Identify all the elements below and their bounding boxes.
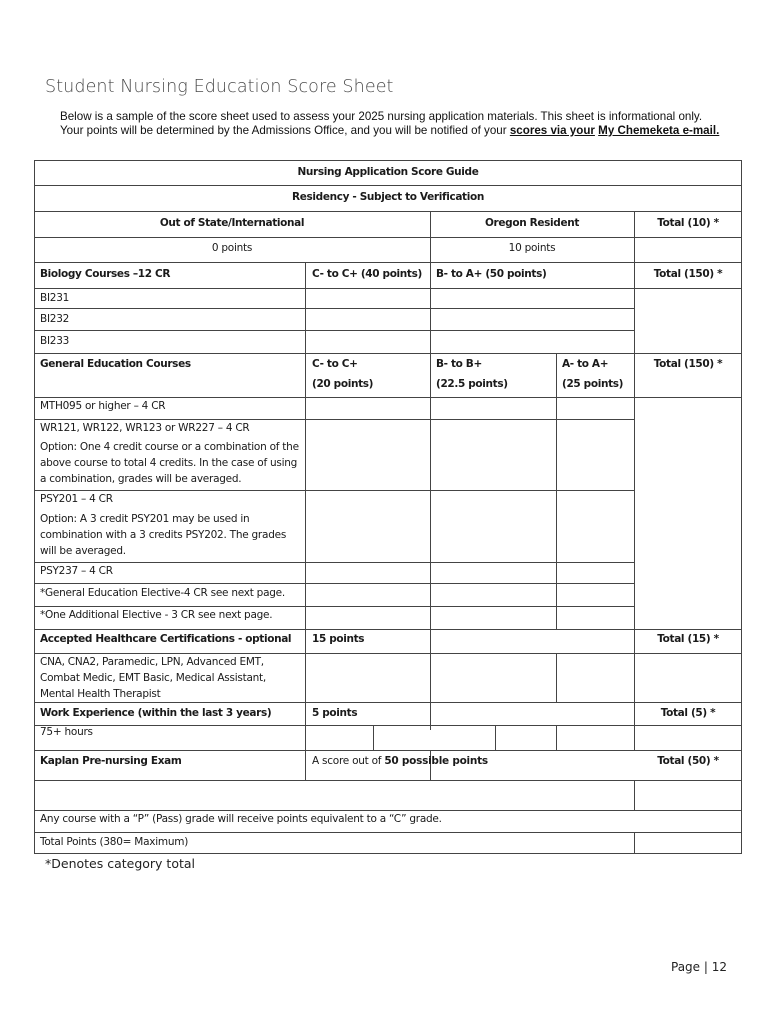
residency-heading: Residency - Subject to Verification: [292, 191, 484, 203]
gened-col-a-points: (25 points): [562, 378, 624, 390]
course-psy237: PSY237 – 4 CR: [40, 565, 113, 577]
oregon-points: 10 points: [508, 242, 556, 254]
biology-total: Total (150) *: [653, 268, 723, 280]
work-heading: Work Experience (within the last 3 years): [40, 707, 272, 719]
residency-total: Total (10) *: [657, 217, 719, 229]
out-of-state-points: 0 points: [211, 242, 253, 254]
pass-grade-note: Any course with a “P” (Pass) grade will receive points equivalent to a “C” grade.: [40, 813, 442, 825]
course-bi233: BI233: [40, 335, 70, 347]
gened-total: Total (150) *: [653, 358, 723, 370]
gened-col-b-points: (22.5 points): [436, 378, 508, 390]
footnote: *Denotes category total: [45, 856, 196, 871]
certs-total: Total (15) *: [657, 633, 719, 645]
intro-text: Below is a sample of the score sheet used to assess your 2025 nursing application materials. This sheet is informational only. Your points will be determined by the Admissions Office, and you will be notified of your: [60, 110, 703, 137]
course-bi231: BI231: [40, 292, 70, 304]
gened-col-a: A- to A+: [562, 358, 609, 370]
certs-heading: Accepted Healthcare Certifications - optional: [40, 633, 292, 645]
score-guide-table: [34, 160, 742, 854]
biology-col-c: C- to C+ (40 points): [312, 268, 422, 280]
work-hours: 75+ hours: [40, 726, 93, 738]
kaplan-score: A score out of 50 possible points: [312, 755, 488, 767]
table-title: Nursing Application Score Guide: [297, 166, 479, 178]
scores-link-text: scores via your: [509, 124, 595, 137]
course-wr: WR121, WR122, WR123 or WR227 – 4 CR: [40, 422, 250, 434]
page-number: Page | 12: [671, 960, 727, 974]
gened-col-b: B- to B+: [436, 358, 482, 370]
course-psy201: PSY201 – 4 CR: [40, 493, 113, 505]
wr-option-note: Option: One 4 credit course or a combination of the above course to total 4 credits. In the case of using a combination, grades will be averaged.: [40, 441, 299, 485]
oregon-resident-label: Oregon Resident: [484, 217, 580, 229]
psy-option-note: Option: A 3 credit PSY201 may be used in combination with a 3 credits PSY202. The grades will be averaged.: [40, 513, 287, 557]
course-bi232: BI232: [40, 313, 70, 325]
certs-points: 15 points: [312, 633, 365, 645]
course-mth095: MTH095 or higher – 4 CR: [40, 400, 166, 412]
gened-heading: General Education Courses: [40, 358, 191, 370]
certs-list: CNA, CNA2, Paramedic, LPN, Advanced EMT, Combat Medic, EMT Basic, Medical Assistant, Mental Health Therapist: [40, 656, 266, 700]
kaplan-heading: Kaplan Pre-nursing Exam: [40, 755, 182, 767]
chemeketa-email-link: My Chemeketa e-mail.: [598, 124, 720, 137]
work-points: 5 points: [312, 707, 358, 719]
total-points-label: Total Points (380= Maximum): [40, 836, 189, 848]
out-of-state-label: Out of State/International: [159, 217, 305, 229]
work-total: Total (5) *: [660, 707, 716, 719]
page-title: Student Nursing Education Score Sheet: [45, 77, 394, 97]
biology-heading: Biology Courses –12 CR: [40, 268, 171, 280]
gened-col-c-points: (20 points): [312, 378, 374, 390]
intro-paragraph: [60, 110, 728, 138]
biology-col-b: B- to A+ (50 points): [436, 268, 547, 280]
gened-col-c: C- to C+: [312, 358, 358, 370]
kaplan-total: Total (50) *: [657, 755, 719, 767]
gened-elective-1: *General Education Elective-4 CR see next page.: [40, 587, 285, 599]
gened-elective-2: *One Additional Elective - 3 CR see next page.: [40, 609, 273, 621]
kaplan-score-bold: 50 possible points: [384, 755, 488, 767]
